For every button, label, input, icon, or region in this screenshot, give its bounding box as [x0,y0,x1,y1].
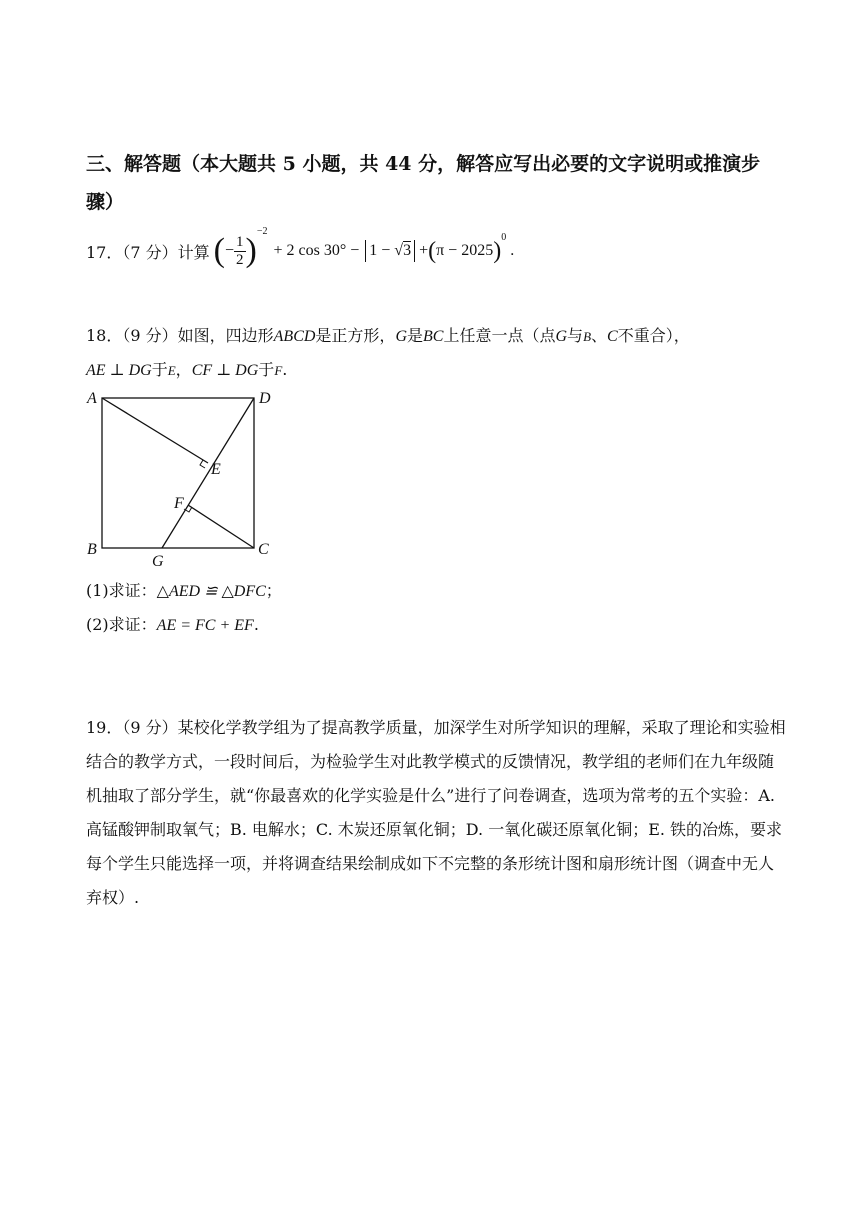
q18-part1: (1)求证：△AED ≌ △DFC； [86,581,282,600]
q17-frac-num: 1 [236,234,244,250]
sqrt-icon: √ [394,242,404,259]
segment-ae [102,398,208,463]
label-e: E [211,461,221,478]
q17-sqrt-arg: 3 [403,242,412,259]
segment-cf [188,505,254,548]
q17-frac-den: 2 [236,251,244,268]
q18-line1: 18．（9 分）如图，四边形ABCD是正方形，G是BC上任意一点（点G与B、C不重合）， [86,326,690,345]
segment-dg [162,398,254,548]
question-17: 17．（7 分）计算 ( − $\frac{1}{2}$ ) −2 + 2 cos 30° − 1 − √3 + ( π − 2025 ) 0 . [86,226,515,269]
label-c: C [258,541,269,558]
q17-term2: + 2 cos 30° − [273,242,360,259]
label-g: G [152,553,164,570]
square-abcd [102,398,254,548]
label-a: A [87,390,97,407]
q18-line2: AE ⊥ DG于E，CF ⊥ DG于F. [86,360,288,379]
q17-paren-inner: π − 2025 [436,242,494,259]
label-d: D [259,390,271,407]
label-b: B [87,541,97,558]
section-title-line1: 三、解答题（本大题共 5 小题，共 44 分，解答应写出必要的文字说明或推演步 [86,153,761,175]
q17-absolute-value [365,240,415,262]
q18-part2: (2)求证：AE = FC + EF. [86,615,259,634]
q17-exponent-2: 0 [501,232,507,243]
label-f: F [174,495,184,512]
q17-end: . [510,242,515,259]
section-title-line2: 骤） [86,191,125,213]
q18-geometry-figure [84,386,284,572]
q17-plus: + [419,242,429,259]
q17-minus: − [224,242,234,259]
q17-number: 17．（7 分）计算 [86,242,210,262]
q17-fraction [234,234,246,268]
q17-abs-left: 1 − [369,242,391,259]
q17-exponent-1: −2 [256,226,268,237]
question-19: 19．（9 分）某校化学教学组为了提高教学质量，加深学生对所学知识的理解，采取了理论和实验相结合的教学方式，一段时间后，为检验学生对此教学模式的反馈情况，教学组的老师们在九年级随机抽取了部分学生，就“你最喜欢的化学实验是什么”进行了问卷调查，选项为常考的五个实验：A. 高锰酸钾制取氧气；B. 电解水；C. 木炭还原氧化铜；D. 一氧化碳还原氧化铜；E. 铁的冶炼，要求每个学生只能选择一项，并将调查结果绘制成如下不完整的条形统计图和扇形统计图（调查中无人弃权）. [86,718,786,907]
